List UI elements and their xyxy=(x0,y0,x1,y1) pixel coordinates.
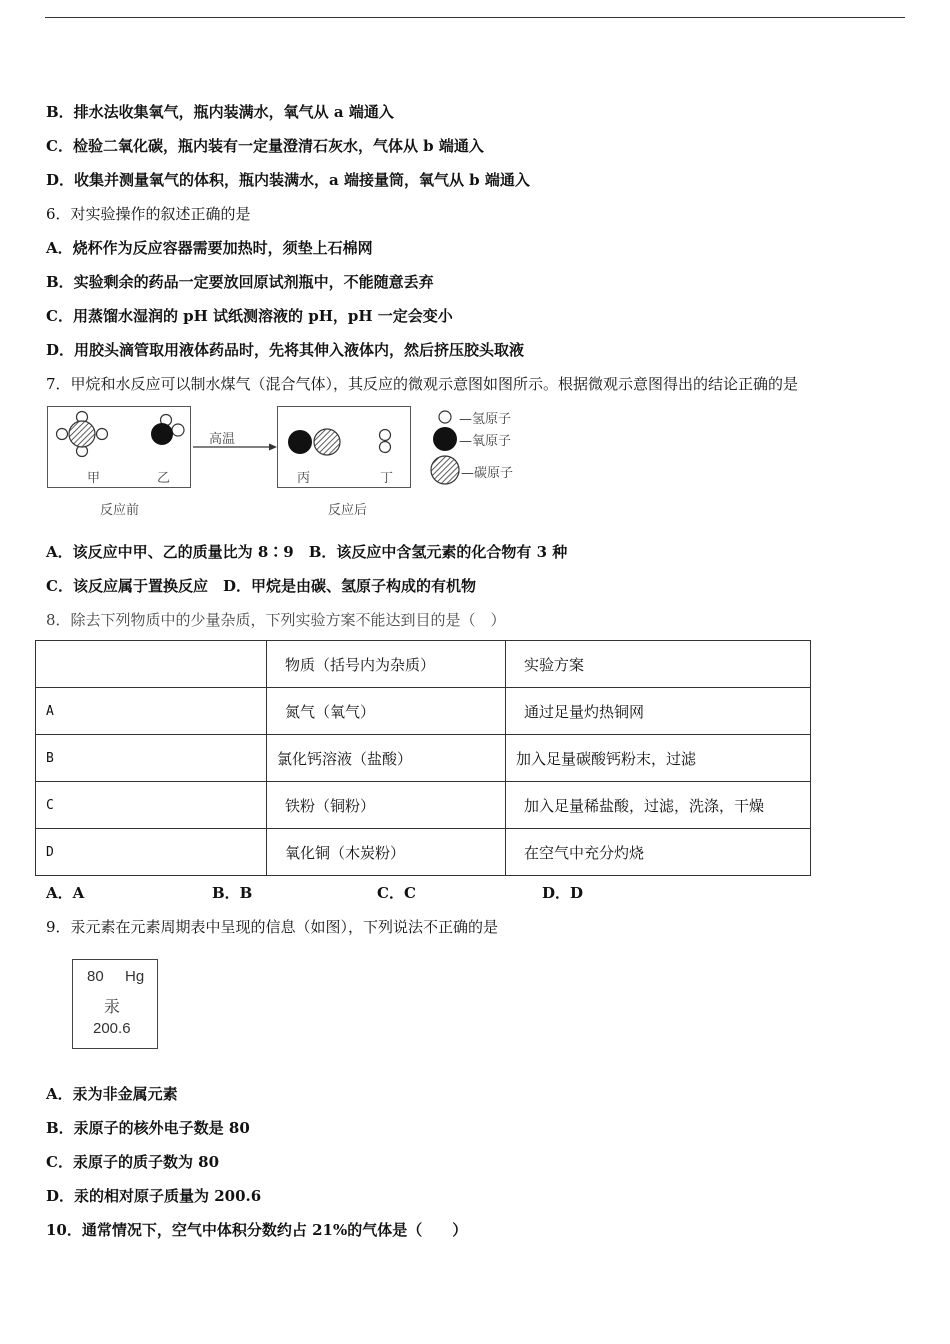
table-cell: 在空气中充分灼烧 xyxy=(506,829,811,876)
q6-option-a: A．烧杯作为反应容器需要加热时，须垫上石棉网 xyxy=(46,239,373,257)
table-cell: 加入足量稀盐酸，过滤，洗涤，干燥 xyxy=(506,782,811,829)
table-row xyxy=(36,735,811,782)
table-row xyxy=(36,782,811,829)
label-bing: 丙 xyxy=(297,471,311,486)
q5-option-b: B．排水法收集氧气，瓶内装满水，氧气从 a 端通入 xyxy=(46,103,394,121)
table-cell: 铁粉（铜粉） xyxy=(267,782,506,829)
q6-option-d: D．用胶头滴管取用液体药品时，先将其伸入液体内，然后挤压胶头取液 xyxy=(46,341,525,359)
table-cell: 通过足量灼热铜网 xyxy=(506,688,811,735)
mercury-element-card xyxy=(72,959,158,1049)
q8-option-c: C．C xyxy=(377,884,416,902)
atomic-mass: 200.6 xyxy=(93,1020,131,1037)
reaction-diagram xyxy=(45,404,545,522)
table-header-cell: 物质（括号内为杂质） xyxy=(267,641,506,688)
legend-hydrogen: —氢原子 xyxy=(459,412,512,427)
legend-carbon: —碳原子 xyxy=(461,466,514,481)
q9-option-c: C．汞原子的质子数为 80 xyxy=(46,1153,220,1171)
table-header-cell xyxy=(36,641,267,688)
table-cell: C xyxy=(36,782,267,829)
header-rule xyxy=(45,17,905,18)
table-header-cell: 实验方案 xyxy=(506,641,811,688)
table-header-row xyxy=(36,641,811,688)
table-cell: 氮气（氧气） xyxy=(267,688,506,735)
table-cell: D xyxy=(36,829,267,876)
q7-options-cd: C．该反应属于置换反应 D．甲烷是由碳、氢原子构成的有机物 xyxy=(46,577,476,595)
table-cell: 氧化铜（木炭粉） xyxy=(267,829,506,876)
table-cell: B xyxy=(36,735,267,782)
element-symbol: Hg xyxy=(125,968,145,985)
after-label: 反应后 xyxy=(328,503,368,518)
q8-option-b: B．B xyxy=(212,884,253,902)
oxygen-legend-icon xyxy=(433,427,457,451)
q7-options-ab: A．该反应中甲、乙的质量比为 8∶9 B．该反应中含氢元素的化合物有 3 种 xyxy=(46,543,568,561)
legend-oxygen: —氧原子 xyxy=(459,434,512,449)
q8-option-d: D．D xyxy=(542,884,584,902)
q8-table xyxy=(35,640,811,876)
table-row xyxy=(36,688,811,735)
q8-option-a: A．A xyxy=(46,884,85,902)
q5-option-c: C．检验二氧化碳，瓶内装有一定量澄清石灰水，气体从 b 端通入 xyxy=(46,137,484,155)
label-jia: 甲 xyxy=(87,471,101,486)
label-ding: 丁 xyxy=(380,471,394,486)
q6-stem: 6．对实验操作的叙述正确的是 xyxy=(46,205,251,223)
q9-option-a: A．汞为非金属元素 xyxy=(46,1085,178,1103)
q9-option-d: D．汞的相对原子质量为 200.6 xyxy=(46,1187,262,1205)
table-cell: 加入足量碳酸钙粉末，过滤 xyxy=(506,735,811,782)
table-row xyxy=(36,829,811,876)
atomic-number: 80 xyxy=(87,968,104,985)
methane-molecule xyxy=(57,412,108,457)
label-yi: 乙 xyxy=(157,471,171,486)
q10-stem: 10．通常情况下，空气中体积分数约占 21%的气体是（ ） xyxy=(46,1221,468,1239)
q6-option-c: C．用蒸馏水湿润的 pH 试纸测溶液的 pH，pH 一定会变小 xyxy=(46,307,453,325)
table-cell: 氯化钙溶液（盐酸） xyxy=(267,735,506,782)
q8-stem: 8．除去下列物质中的少量杂质，下列实验方案不能达到目的是（ ） xyxy=(46,611,506,629)
q5-option-d: D．收集并测量氧气的体积，瓶内装满水，a 端接量筒，氧气从 b 端通入 xyxy=(46,171,530,189)
water-molecule xyxy=(151,415,184,446)
arrow-label: 高温 xyxy=(209,432,236,447)
carbon-legend-icon xyxy=(431,456,459,484)
table-cell: A xyxy=(36,688,267,735)
q7-stem: 7．甲烷和水反应可以制水煤气（混合气体），其反应的微观示意图如图所示。根据微观示意图得出的结论正确的是 xyxy=(46,375,799,393)
before-label: 反应前 xyxy=(100,503,140,518)
carbon-monoxide-molecule xyxy=(288,429,340,455)
hydrogen-legend-icon xyxy=(439,411,451,423)
q6-option-b: B．实验剩余的药品一定要放回原试剂瓶中，不能随意丢弃 xyxy=(46,273,434,291)
q9-stem: 9．汞元素在元素周期表中呈现的信息（如图），下列说法不正确的是 xyxy=(46,918,499,936)
element-name: 汞 xyxy=(104,997,121,1016)
q9-option-b: B．汞原子的核外电子数是 80 xyxy=(46,1119,250,1137)
hydrogen-molecule xyxy=(380,430,391,453)
